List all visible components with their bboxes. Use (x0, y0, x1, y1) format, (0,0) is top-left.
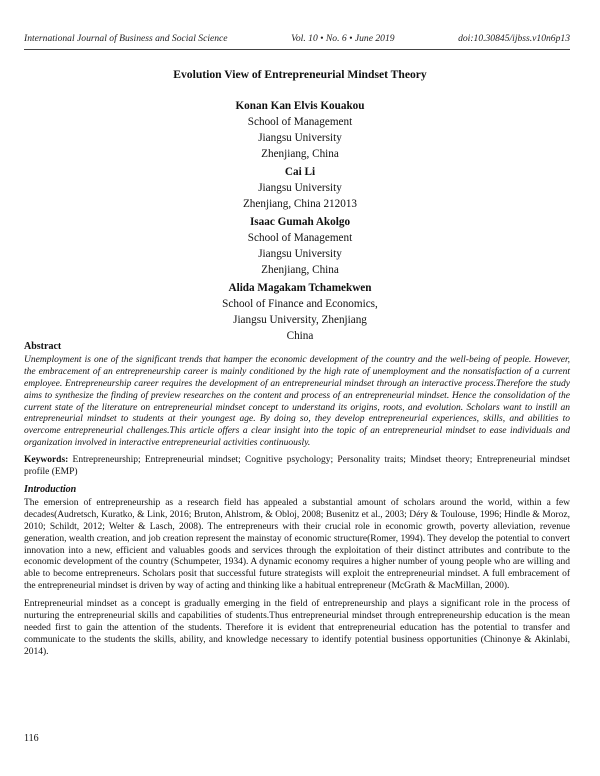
author-affiliation-line: Jiangsu University (258, 248, 342, 260)
author-name: Cai Li (284, 166, 316, 178)
author-affiliation-line: Jiangsu University, Zhenjiang (233, 314, 367, 326)
author-affiliation-line: School of Management (247, 232, 353, 244)
keywords-text: Entrepreneurship; Entrepreneurial mindset; Cognitive psychology; Personality traits; Mindset theory; Entrepreneurial mindset profile (EMP) (24, 455, 570, 478)
author-affiliation-line: Jiangsu University (258, 132, 342, 144)
author-affiliation-line: China (286, 330, 314, 342)
author-block (0, 164, 600, 212)
introduction-paragraph: The emersion of entrepreneurship as a research field has appealed a substantial amount of scholars around the world, within a few decades(Audretsch, Kuratko, & Link, 2016; Bruton, Ahlstrom, & Obloj, 2008; Busenitz et al., 2003; Déry & Toulouse, 1996; Hindle & Moroz, 2010; Schildt, 2012; Welter & Lasch, 2008). The entrepreneurs with their crucial role in economic growth, poverty alleviation, revenue generation, wealth creation, and job creation represent the mainstay of economic structure(Romer, 1994). They develop the potential to convert innovation into a new, efficient and valuables goods and services through the exploitation of their distinct attributes and contribute to the economic development of the country (Schumpeter, 1934). A dynamic economy requires a higher number of young people who are willing and able to become entrepreneurs. Scholars posit that successful future strategists will exploit the entrepreneurial mindset. A full embracement of the entrepreneurial mindset is driven by way of acting and thinking like a habitual entrepreneur (McGrath & MacMillan, 2000). (24, 497, 570, 592)
doi: doi:10.30845/ijbss.v10n6p13 (458, 33, 570, 44)
keywords (24, 455, 570, 479)
author-name: Konan Kan Elvis Kouakou (235, 100, 365, 112)
introduction-heading: Introduction (24, 483, 77, 495)
page-number: 116 (24, 733, 39, 744)
issue-info: Vol. 10 • No. 6 • June 2019 (291, 33, 395, 44)
author-list (0, 98, 600, 346)
author-affiliation-line: School of Management (247, 116, 353, 128)
author-affiliation-line: Jiangsu University (258, 182, 342, 194)
abstract-heading: Abstract (24, 341, 62, 352)
author-affiliation-line: School of Finance and Economics, (222, 298, 378, 310)
keywords-label: Keywords: (24, 455, 69, 466)
author-name: Alida Magakam Tchamekwen (228, 282, 372, 294)
author-affiliation-line: Zhenjiang, China 212013 (242, 198, 358, 210)
author-affiliation-line: Zhenjiang, China (261, 264, 339, 276)
author-block (0, 98, 600, 162)
paper-body (24, 341, 570, 665)
journal-name: International Journal of Business and Social Science (24, 33, 228, 44)
author-affiliation-line: Zhenjiang, China (261, 148, 339, 160)
abstract-text: Unemployment is one of the significant trends that hamper the economic development of the country and the well-being of people. However, the embracement of an entrepreneurship career is mainly conditioned by the high rate of unemployment and the nonsatisfaction of a current employee. Entrepreneurship career requires the development of an entrepreneurial mindset through an interactive process.Therefore the study aims to synthesize the finding of preview researches on the content and process of an entrepreneurial mindset. Hence the consolidation of the current state of the literature on entrepreneurial mindset concept to understand its origins, roots, and evolution. Scholars want to instill an entrepreneurial mindset to students at their youngest age. By doing so, they develop entrepreneurial experiences, skills, and abilities to overcome entrepreneurial challenges.This article offers a clear insight into the topic of an entrepreneurial mindset to ease individuals and organization involved in interactive entrepreneurial activities continuously. (24, 354, 570, 449)
author-block (0, 280, 600, 344)
author-block (0, 214, 600, 278)
paper-title: Evolution View of Entrepreneurial Mindset Theory (173, 68, 427, 81)
introduction-paragraph: Entrepreneurial mindset as a concept is gradually emerging in the field of entrepreneurship and plays a significant role in the process of nurturing the entrepreneurial skills and capabilities of students.Thus entrepreneurial mindset through entrepreneurship education is the mean needed first to gain the attention of the students. Therefore it is evident that entrepreneurial education has the potential to transfer and communicate to the students the skills, ability, and knowledge necessary to identify potential business opportunities (Chinonye & Akinlabi, 2014). (24, 599, 570, 657)
running-header (24, 33, 570, 44)
author-name: Isaac Gumah Akolgo (249, 216, 351, 228)
header-rule (24, 49, 570, 50)
